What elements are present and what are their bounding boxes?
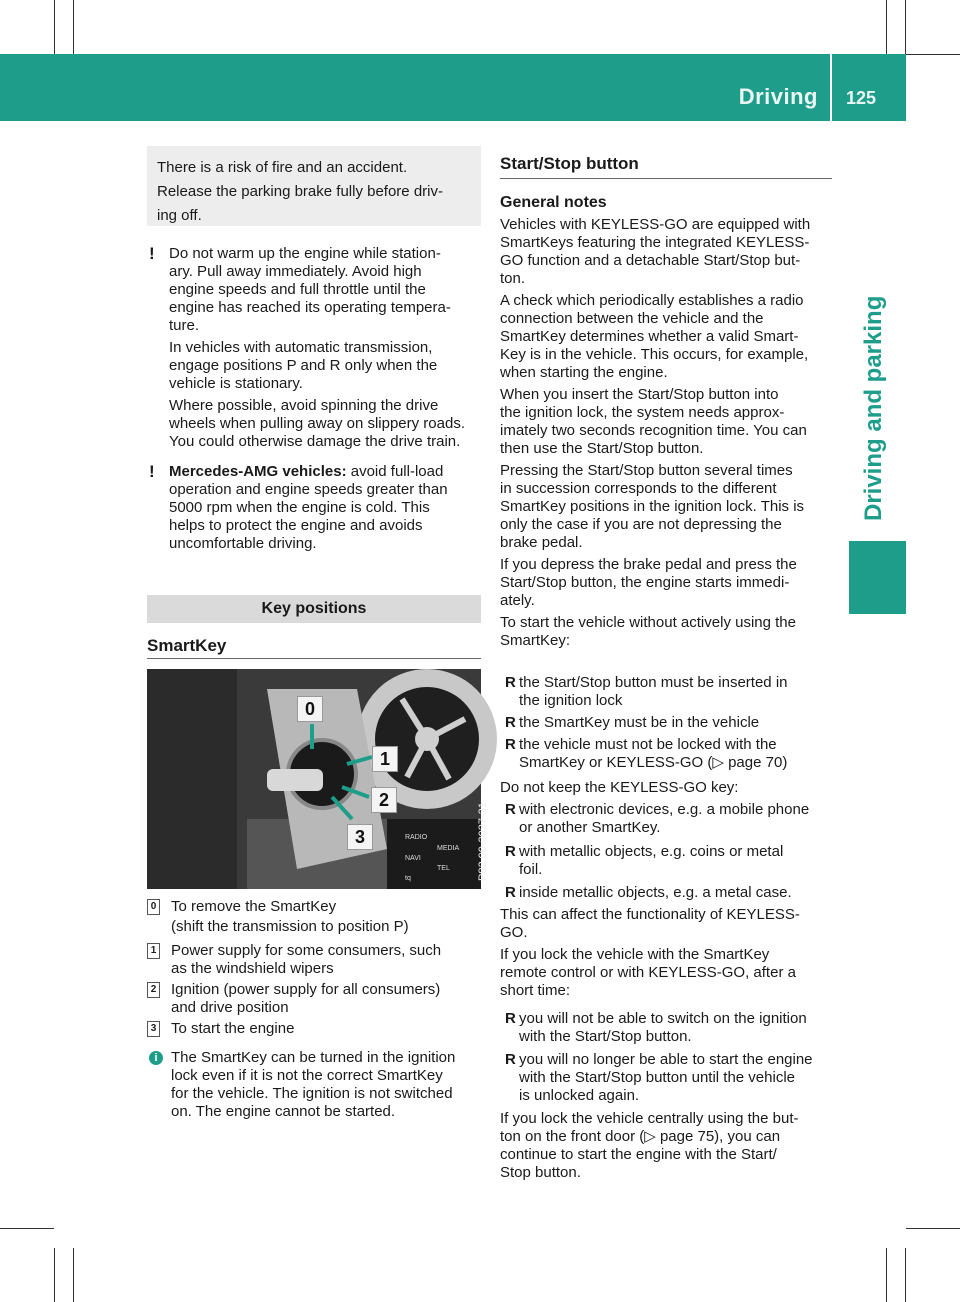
position-badge-1: 1: [372, 746, 398, 772]
paragraph: If you lock the vehicle centrally using the but- ton on the front door (▷ page 75), you can continue to start the engine with the Start/ Stop button.: [500, 1110, 799, 1181]
button-label: NAVI: [405, 855, 421, 862]
page-header: [0, 54, 906, 121]
position-badge-0: 0: [297, 696, 323, 722]
image-code: P82.00-3037-31: [477, 802, 489, 881]
legend-line: To start the engine: [171, 1020, 295, 1037]
exclamation-icon: !: [149, 244, 155, 263]
info-note: [171, 1049, 483, 1121]
paragraph: When you insert the Start/Stop button into the ignition lock, the system needs approx- imately two seconds recognition time. You can then use the Start/Stop button.: [500, 386, 807, 457]
section-title: Key positions: [261, 600, 367, 617]
note-line: avoid full-load: [346, 463, 444, 480]
crop-mark: [906, 1228, 960, 1229]
note-line: You could otherwise damage the drive train.: [169, 433, 461, 450]
note-bold: Mercedes-AMG vehicles:: [169, 463, 347, 480]
legend-key: 1: [147, 943, 160, 959]
page-number: 125: [846, 88, 877, 108]
button-label: MEDIA: [437, 845, 460, 852]
crop-mark: [906, 54, 960, 55]
legend-line: Ignition (power supply for all consumers): [171, 981, 441, 998]
section-rule: [500, 178, 832, 179]
paragraph: Do not keep the KEYLESS-GO key:: [500, 779, 739, 796]
warning-box: [147, 146, 481, 226]
note-warm-up: [149, 244, 481, 451]
legend-item-3: [147, 1020, 481, 1040]
crop-mark: [73, 1248, 74, 1302]
list-item: R the Start/Stop button must be inserted in the ignition lock: [505, 674, 788, 709]
button-label: RADIO: [405, 834, 428, 841]
legend-key: 0: [147, 899, 160, 915]
paragraph: To start the vehicle without actively using the SmartKey:: [500, 614, 796, 649]
list-item: R you will not be able to switch on the ignition with the Start/Stop button.: [505, 1010, 807, 1045]
header-separator: [830, 54, 832, 121]
right-text-column: [500, 216, 835, 650]
chapter-title: Driving: [738, 84, 818, 109]
note-line: ary. Pull away immediately. Avoid high: [169, 263, 422, 280]
crop-mark: [54, 1248, 55, 1302]
legend-item-2: [147, 981, 481, 1021]
list-item: R you will no longer be able to start the engine with the Start/Stop button until the vehicle is unlocked again.: [505, 1051, 813, 1104]
note-line: ture.: [169, 317, 200, 334]
warning-line: ing off.: [157, 207, 202, 224]
crop-mark: [905, 0, 906, 54]
list-item: R with metallic objects, e.g. coins or metal foil.: [505, 843, 784, 878]
legend-line: as the windshield wipers: [171, 960, 334, 977]
crop-mark: [886, 1248, 887, 1302]
exclamation-icon: !: [149, 462, 155, 481]
info-line: lock even if it is not the correct SmartKey: [171, 1067, 443, 1084]
note-line: Do not warm up the engine while station-: [169, 245, 441, 262]
paragraph: This can affect the functionality of KEYLESS- GO.: [500, 906, 800, 941]
side-tab-label: Driving and parking: [860, 295, 887, 521]
list-item: R inside metallic objects, e.g. a metal case.: [505, 884, 792, 901]
legend-line: and drive position: [171, 999, 289, 1016]
paragraph: Pressing the Start/Stop button several times in succession corresponds to the different SmartKey positions in the ignition lock. This is only the case if you are not depressing the brake pedal.: [500, 462, 805, 551]
thumb-index-marker: [849, 541, 906, 614]
legend-line: (shift the transmission to position P): [171, 918, 409, 935]
section-title-right: Start/Stop button: [500, 154, 639, 173]
button-label: TEL: [437, 865, 450, 872]
subsection-title-right: General notes: [500, 194, 607, 211]
legend-item-0: [147, 898, 481, 938]
legend-key: 3: [147, 1021, 160, 1037]
note-line: In vehicles with automatic transmission,: [169, 339, 433, 356]
list-item: R with electronic devices, e.g. a mobile phone or another SmartKey.: [505, 801, 810, 836]
list-item: R the SmartKey must be in the vehicle: [505, 714, 760, 731]
legend-line: Power supply for some consumers, such: [171, 942, 442, 959]
crop-mark: [73, 0, 74, 54]
note-line: engage positions P and R only when the: [169, 357, 438, 374]
warning-line: Release the parking brake fully before driv-: [157, 183, 443, 200]
legend-item-1: [147, 942, 481, 982]
position-badge-2: 2: [371, 787, 397, 813]
ignition-lock-photo: [147, 669, 489, 889]
note-amg: [149, 462, 481, 553]
button-label: tq: [405, 875, 411, 882]
warning-line: There is a risk of fire and an accident.: [157, 159, 408, 176]
legend-line: To remove the SmartKey: [171, 898, 337, 915]
note-line: uncomfortable driving.: [169, 535, 317, 552]
crop-mark: [905, 1248, 906, 1302]
list-item: R the vehicle must not be locked with the SmartKey or KEYLESS-GO (▷ page 70): [505, 736, 788, 771]
note-line: engine has reached its operating tempera-: [169, 299, 451, 316]
crop-mark: [886, 0, 887, 54]
note-line: wheels when pulling away on slippery roads.: [169, 415, 466, 432]
note-line: Where possible, avoid spinning the drive: [169, 397, 439, 414]
paragraph: A check which periodically establishes a radio connection between the vehicle and the SmartKey determines whether a valid Smart- Key is in the vehicle. This occurs, for example, when starting the engine.: [500, 292, 809, 381]
position-badge-3: 3: [347, 824, 373, 850]
note-line: engine speeds and full throttle until the: [169, 281, 426, 298]
note-line: helps to protect the engine and avoids: [169, 517, 423, 534]
subsection-title: SmartKey: [147, 636, 227, 655]
note-line: operation and engine speeds greater than: [169, 481, 448, 498]
crop-mark: [54, 0, 55, 54]
subsection-rule: [147, 658, 481, 659]
info-icon: i: [149, 1051, 163, 1065]
legend-key: 2: [147, 982, 160, 998]
paragraph: If you depress the brake pedal and press the Start/Stop button, the engine starts immedi- ately.: [500, 556, 797, 609]
info-line: The SmartKey can be turned in the ignition: [171, 1049, 456, 1066]
section-bar: [147, 595, 481, 623]
note-line: 5000 rpm when the engine is cold. This: [169, 499, 430, 516]
crop-mark: [0, 1228, 54, 1229]
info-line: on. The engine cannot be started.: [171, 1103, 396, 1120]
paragraph: If you lock the vehicle with the SmartKey remote control or with KEYLESS-GO, after a short time:: [500, 946, 796, 999]
side-tab: [848, 121, 906, 541]
info-line: for the vehicle. The ignition is not switched: [171, 1085, 453, 1102]
paragraph: Vehicles with KEYLESS-GO are equipped with SmartKeys featuring the integrated KEYLESS- GO function and a detachable Start/Stop but- ton.: [500, 216, 811, 287]
note-line: vehicle is stationary.: [169, 375, 303, 392]
